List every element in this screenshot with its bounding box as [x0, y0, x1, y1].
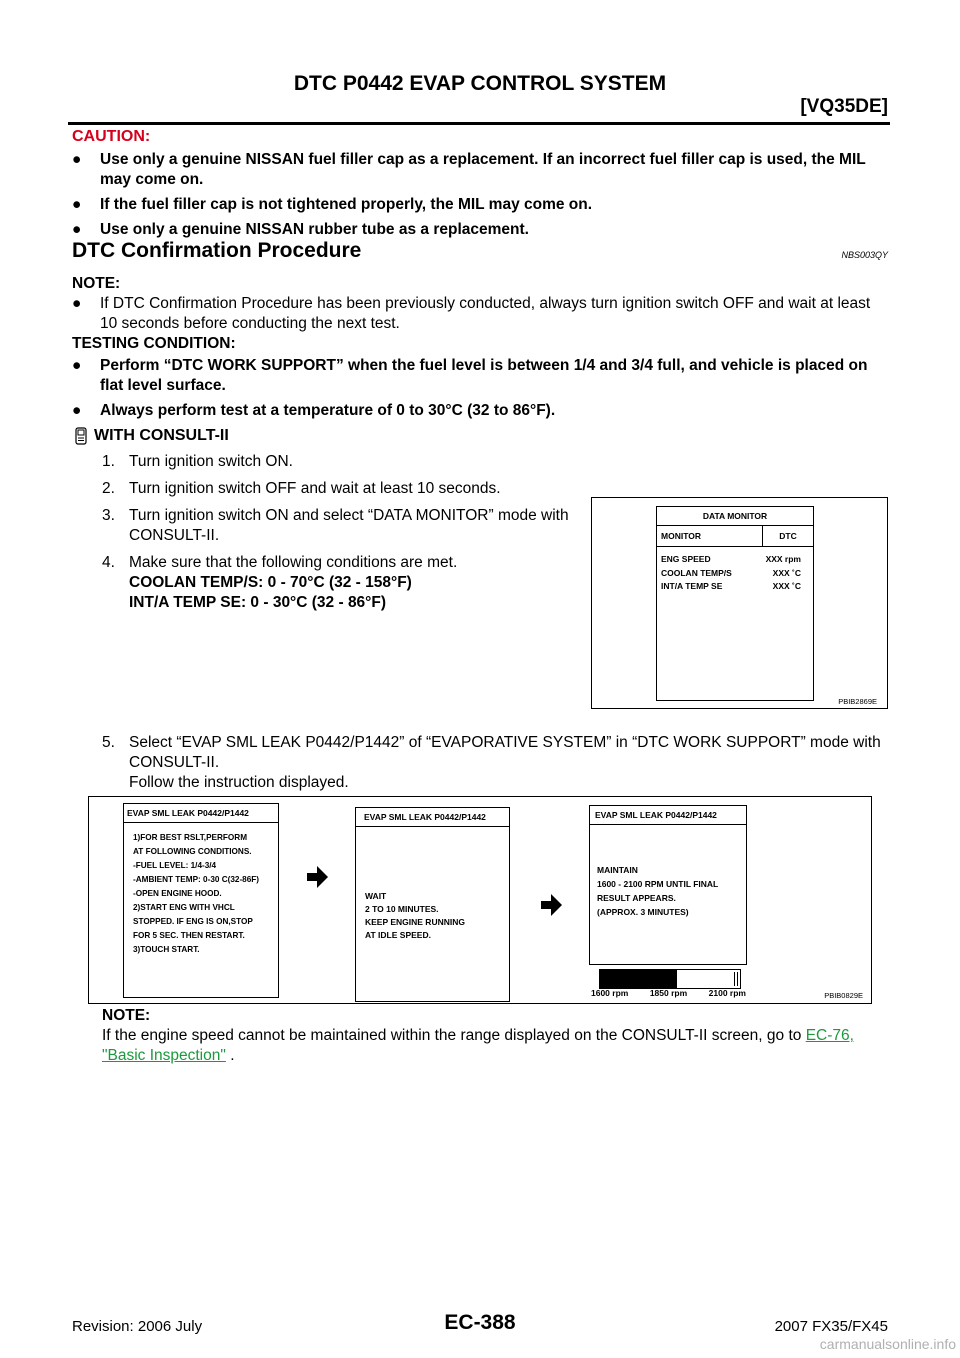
revision-date: Revision: 2006 July — [72, 1318, 203, 1335]
testing-text: Perform “DTC WORK SUPPORT” when the fuel level is between 1/4 and 3/4 full, and vehicle is placed on flat level surface. — [100, 357, 868, 394]
screen-title: EVAP SML LEAK P0442/P1442 — [124, 804, 278, 823]
tab-monitor: MONITOR — [657, 526, 763, 546]
screen-line: 2 TO 10 MINUTES. — [365, 904, 439, 914]
step-text: Make sure that the following conditions are met. — [129, 554, 458, 571]
screen-text — [356, 827, 509, 942]
page-number: EC-388 — [444, 1311, 516, 1334]
step-text-continued: Follow the instruction displayed. — [129, 774, 349, 791]
screen-line: AT FOLLOWING CONDITIONS. — [133, 847, 252, 856]
caution-item — [72, 195, 890, 215]
screen-line: 3)TOUCH START. — [133, 945, 200, 954]
bullet-icon: ● — [72, 221, 82, 238]
right-arrow-icon — [307, 865, 329, 889]
note-list — [72, 294, 890, 339]
basic-inspection-link[interactable]: EC-76, "Basic Inspection" — [102, 1027, 854, 1064]
note-text: If DTC Confirmation Procedure has been previously conducted, always turn ignition switch OFF and wait at least 10 seconds before conducting the next test. — [100, 295, 871, 332]
note-item — [72, 294, 890, 334]
bullet-icon: ● — [72, 196, 82, 213]
screen-line: -AMBIENT TEMP: 0-30 C(32-86F) — [133, 875, 260, 884]
gauge-end-marker — [734, 972, 738, 986]
note-label: NOTE: — [72, 275, 121, 292]
step-number: 3. — [102, 507, 115, 524]
step-text: Select “EVAP SML LEAK P0442/P1442” of “EVAPORATIVE SYSTEM” in “DTC WORK SUPPORT” mode with CONSULT-II. — [129, 734, 881, 771]
row-value: XXX ˚C — [772, 567, 801, 578]
monitor-rows — [657, 547, 813, 594]
condition-line: COOLAN TEMP/S: 0 - 70°C (32 - 158°F) — [129, 574, 412, 591]
step-number: 4. — [102, 554, 115, 571]
screen-line: -FUEL LEVEL: 1/4-3/4 — [133, 861, 217, 870]
step-text: Turn ignition switch ON and select “DATA MONITOR” mode with CONSULT-II. — [129, 507, 569, 544]
step-text: Turn ignition switch ON. — [129, 453, 293, 470]
caution-list — [72, 150, 890, 245]
gauge-labels — [591, 988, 746, 999]
step-item — [102, 733, 890, 793]
figure-id: PBIB0829E — [824, 991, 863, 1000]
data-monitor-figure — [591, 497, 888, 709]
step-item — [102, 452, 602, 472]
tab-dtc: DTC — [779, 531, 797, 541]
screen-text — [124, 823, 278, 957]
rpm-gauge-fill — [600, 970, 677, 988]
step-five — [102, 733, 890, 793]
figure-id: PBIB2869E — [838, 697, 877, 706]
step-number: 2. — [102, 480, 115, 497]
right-arrow-icon — [541, 893, 563, 917]
monitor-row — [661, 567, 809, 581]
screen-line: FOR 5 SEC. THEN RESTART. — [133, 931, 245, 940]
step-item — [102, 553, 602, 613]
watermark: carmanualsonline.info — [819, 1336, 956, 1352]
screen-line: KEEP ENGINE RUNNING — [365, 917, 465, 927]
screen-line: 1600 - 2100 RPM UNTIL FINAL — [597, 879, 719, 889]
rpm-gauge — [599, 969, 741, 989]
screen-tabs — [657, 526, 813, 547]
screen-title: DATA MONITOR — [657, 507, 813, 526]
step-text: Turn ignition switch OFF and wait at least 10 seconds. — [129, 480, 501, 497]
screen-line: AT IDLE SPEED. — [365, 930, 431, 940]
monitor-row — [661, 580, 809, 594]
bullet-icon: ● — [72, 357, 82, 374]
instruction-screen-2 — [355, 807, 510, 1002]
monitor-row — [661, 553, 809, 567]
caution-item — [72, 220, 890, 240]
caution-text: Use only a genuine NISSAN rubber tube as a replacement. — [100, 221, 529, 238]
screen-text — [590, 825, 746, 919]
row-name: COOLAN TEMP/S — [661, 567, 732, 578]
section-title: DTC Confirmation Procedure — [72, 239, 362, 262]
screen-line: WAIT — [365, 891, 387, 901]
row-value: XXX rpm — [765, 554, 801, 564]
testing-list — [72, 356, 890, 426]
bullet-icon: ● — [72, 402, 82, 419]
note2-end: . — [230, 1047, 235, 1064]
screen-line: (APPROX. 3 MINUTES) — [597, 907, 689, 917]
note2-body — [102, 1026, 890, 1066]
row-name: INT/A TEMP SE — [661, 581, 723, 591]
gauge-label: 2100 rpm — [708, 988, 746, 998]
gauge-label: 1850 rpm — [649, 988, 688, 998]
caution-text: Use only a genuine NISSAN fuel filler cap as a replacement. If an incorrect fuel filler cap is used, the MIL may come on. — [100, 151, 866, 188]
page-title: DTC P0442 EVAP CONTROL SYSTEM — [293, 72, 667, 95]
caution-text: If the fuel filler cap is not tightened properly, the MIL may come on. — [100, 196, 593, 213]
testing-text: Always perform test at a temperature of 0 to 30°C (32 to 86°F). — [100, 402, 556, 419]
data-monitor-screen — [656, 506, 814, 701]
gauge-label: 1600 rpm — [591, 988, 629, 998]
bullet-icon: ● — [72, 295, 82, 312]
testing-label: TESTING CONDITION: — [72, 335, 236, 352]
screen-line: RESULT APPEARS. — [597, 893, 676, 903]
header-rule — [68, 122, 890, 125]
row-name: ENG SPEED — [661, 554, 711, 564]
screen-line: 1)FOR BEST RSLT,PERFORM — [133, 833, 248, 842]
row-value: XXX ˚C — [772, 581, 801, 591]
engine-model: [VQ35DE] — [800, 96, 888, 117]
screen-line: -OPEN ENGINE HOOD. — [133, 889, 222, 898]
bullet-icon: ● — [72, 151, 82, 168]
note2-label: NOTE: — [102, 1007, 151, 1024]
consult-tool-icon — [72, 427, 90, 445]
step-number: 1. — [102, 453, 115, 470]
step-number: 5. — [102, 734, 115, 751]
note2-text: If the engine speed cannot be maintained within the range displayed on the CONSULT-II screen, go to — [102, 1027, 802, 1044]
screen-line: MAINTAIN — [597, 865, 638, 875]
caution-label: CAUTION: — [72, 128, 151, 145]
screen-title: EVAP SML LEAK P0442/P1442 — [590, 806, 746, 825]
condition-line: INT/A TEMP SE: 0 - 30°C (32 - 86°F) — [129, 594, 387, 611]
vehicle-model: 2007 FX35/FX45 — [774, 1318, 888, 1335]
step-item — [102, 506, 607, 546]
step-item — [102, 479, 602, 499]
screen-title: EVAP SML LEAK P0442/P1442 — [356, 808, 509, 827]
section-ref: NBS003QY — [841, 250, 888, 260]
instruction-screen-1 — [123, 803, 279, 998]
testing-item — [72, 401, 890, 421]
work-support-figure — [88, 796, 872, 1004]
instruction-screen-3 — [589, 805, 747, 965]
caution-item — [72, 150, 890, 190]
screen-line: 2)START ENG WITH VHCL — [133, 903, 235, 912]
screen-line: STOPPED. IF ENG IS ON,STOP — [133, 917, 253, 926]
steps-list — [102, 452, 602, 613]
consult-heading: WITH CONSULT-II — [94, 427, 229, 444]
testing-item — [72, 356, 890, 396]
